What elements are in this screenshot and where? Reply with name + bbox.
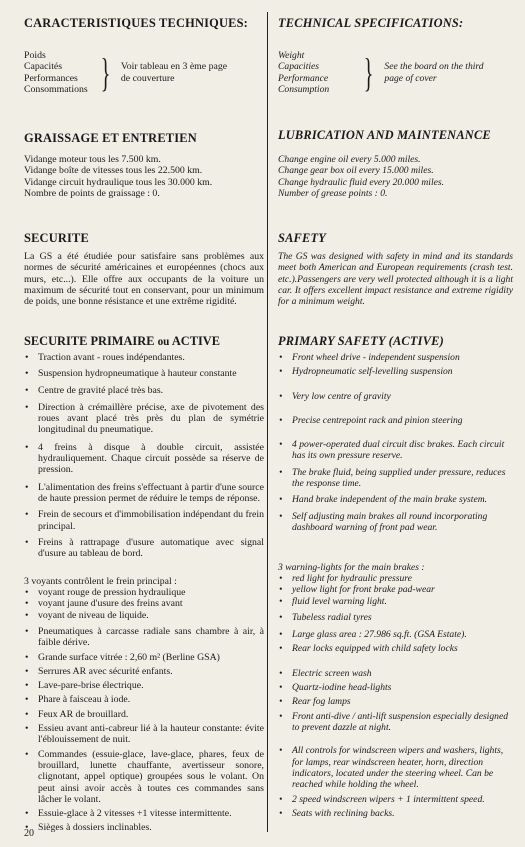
list-item: • Traction avant - roues indépendantes. xyxy=(24,352,264,363)
list-item: • Electric screen wash xyxy=(278,668,513,679)
lub-title-fr: GRAISSAGE ET ENTRETIEN xyxy=(24,131,197,145)
tech-title-fr: CARACTERISTIQUES TECHNIQUES: xyxy=(24,16,248,30)
list-item: • Rear fog lamps xyxy=(278,696,513,707)
list-item: • 4 freins à disque à double circuit, assistée hydrauliquement. Chaque circuit possède sa réserve de pression. xyxy=(24,442,264,476)
lub-line: Change hydraulic fluid every 20.000 miles. xyxy=(278,176,444,188)
voyants-intro-fr: 3 voyants contrôlent le frein principal : xyxy=(24,576,177,587)
tech-note-line: de couverture xyxy=(120,72,175,84)
list-item: • voyant jaune d'usure des freins avant xyxy=(24,598,264,609)
list-item: • Direction à crémaillère précise, axe de pivotement des roues avant placé très près du plan de symétrie longitudinal du pneumatique. xyxy=(24,402,264,436)
list-item: • Freins à rattrapage d'usure automatique avec signal d'usure au tableau de bord. xyxy=(24,537,264,560)
list-item: • voyant rouge de pression hydraulique xyxy=(24,587,264,598)
list-item: • Essieu avant anti-cabreur lié à la hauteur constante: évite l'éblouissement de nuit. xyxy=(24,723,264,746)
list-item: • Essuie-glace à 2 vitesses +1 vitesse intermittente. xyxy=(24,808,264,819)
list-item: • Front wheel drive - independent suspension xyxy=(278,352,513,363)
list-item: • Very low centre of gravity xyxy=(278,391,513,402)
list-item: • The brake fluid, being supplied under pressure, reduces the response time. xyxy=(278,467,513,490)
list-item: • Quartz-iodine head-lights xyxy=(278,682,513,693)
list-item: • Phare à faisceau à iode. xyxy=(24,694,264,705)
primary-title-en: PRIMARY SAFETY (ACTIVE) xyxy=(278,334,444,348)
list-item: • red light for hydraulic pressure xyxy=(278,573,513,584)
tech-note-fr xyxy=(121,61,227,84)
list-item: • 2 speed windscreen wipers + 1 intermittent speed. xyxy=(278,794,513,805)
safety-title-en: SAFETY xyxy=(278,231,327,245)
lub-lines-en xyxy=(278,154,513,199)
primary-title-active: ACTIVE xyxy=(171,334,221,348)
list-item: • Hand brake independent of the main brake system. xyxy=(278,494,513,505)
tech-item: Capacités xyxy=(24,61,63,73)
lub-line: Nombre de points de graissage : 0. xyxy=(24,187,160,199)
list-item: • yellow light for front brake pad-wear xyxy=(278,584,513,595)
primary-list-en xyxy=(278,352,513,533)
safety-text-fr: La GS a été étudiée pour satisfaire sans problèmes aux normes de sécurité américaines et européennes (chocs aux murs, etc...). Elle offre aux occupants de la voiture un maximum de sécurité tout en conservant, pour un minimum de poids, une bonne résistance et une extrême rigidité. xyxy=(24,251,264,308)
list-item: • Pneumatiques à carcasse radiale sans chambre à air, à faible dérive. xyxy=(24,626,264,649)
tech-note-en xyxy=(384,61,483,84)
brace-icon: } xyxy=(100,49,111,95)
warn-intro-en: 3 warning-lights for the main brakes : xyxy=(278,562,425,573)
list-item: • Suspension hydropneumatique à hauteur constante xyxy=(24,368,264,379)
equipment-list-en xyxy=(278,612,513,819)
brace-icon: } xyxy=(363,49,374,95)
list-item: • Front anti-dive / anti-lift suspension especially designed to prevent dazzle at night. xyxy=(278,711,513,734)
list-item: • Large glass area : 27.986 sq.ft. (GSA Estate). xyxy=(278,629,513,640)
tech-items-fr xyxy=(24,50,88,95)
tech-item: Consommations xyxy=(24,83,88,95)
lub-line: Vidange boîte de vitesses tous les 22.500 km. xyxy=(24,165,203,177)
safety-title-fr: SECURITE xyxy=(24,231,89,245)
tech-item: Performance xyxy=(278,72,329,84)
list-item: • Commandes (essuie-glace, lave-glace, phares, feux de brouillard, lunette chauffante, avertisseur sonore, clignotant, appel optique) groupées sous le volant. On peut ainsi avoir accès à toutes ces commandes sans lâcher le volant. xyxy=(24,749,264,805)
list-item: • All controls for windscreen wipers and washers, lights, for lamps, rear windscreen heater, horn, direction indicators, located under the steering wheel. Can be reached while holding the wheel. xyxy=(278,745,513,790)
lub-title-en: LUBRICATION AND MAINTENANCE xyxy=(278,128,491,142)
tech-note-line: See the board on the third xyxy=(384,61,484,73)
lub-line: Number of grease points : 0. xyxy=(278,187,388,199)
list-item: • 4 power-operated dual circuit disc brakes. Each circuit has its own pressure reserve. xyxy=(278,439,513,462)
tech-item: Poids xyxy=(24,50,46,61)
tech-block-en xyxy=(278,50,513,95)
tech-item: Performances xyxy=(24,72,78,84)
list-item: • L'alimentation des freins s'effectuant à partir d'une source de haute pression permet de réduire le temps de réponse. xyxy=(24,482,264,505)
list-item: • Self adjusting main brakes all round incorporating dashboard warning of front pad wear. xyxy=(278,511,513,534)
column-divider xyxy=(267,12,268,832)
voyants-list-fr xyxy=(24,587,264,621)
lub-line: Vidange moteur tous les 7.500 km. xyxy=(24,154,161,165)
lub-line: Change engine oil every 5.000 miles. xyxy=(278,154,421,165)
list-item: • Frein de secours et d'immobilisation indépendant du frein principal. xyxy=(24,509,264,532)
list-item: • Tubeless radial tyres xyxy=(278,612,513,623)
tech-items-en xyxy=(278,50,329,95)
equipment-list-fr xyxy=(24,626,264,834)
primary-title-fr xyxy=(24,334,264,349)
lub-line: Change gear box oil every 15.000 miles. xyxy=(278,165,434,177)
list-item: • Lave-pare-brise électrique. xyxy=(24,680,264,691)
tech-item: Capacities xyxy=(278,61,320,73)
list-item: • Centre de gravité placé très bas. xyxy=(24,385,264,396)
warn-list-en xyxy=(278,573,513,607)
lub-lines-fr xyxy=(24,154,264,199)
list-item: • Feux AR de brouillard. xyxy=(24,709,264,720)
tech-note-line: Voir tableau en 3 ème page xyxy=(120,61,228,73)
list-item: • Rear locks equipped with child safety locks xyxy=(278,643,513,654)
list-item: • Hydropneumatic self-levelling suspension xyxy=(278,366,513,377)
list-item: • Grande surface vitrée : 2,60 m² (Berline GSA) xyxy=(24,652,264,663)
list-item: • fluid level warning light. xyxy=(278,596,513,607)
primary-title-ou: ou xyxy=(157,336,170,348)
list-item: • Precise centrepoint rack and pinion steering xyxy=(278,415,513,426)
list-item: • Seats with reclining backs. xyxy=(278,808,513,819)
safety-text-en: The GS was designed with safety in mind and its standards meet both American and European requirements (crash test. etc.).Passengers are very well protected although it is a light car. It offers excellent impact resistance and extreme rigidity for a minimum weight. xyxy=(278,251,513,308)
tech-note-line: page of cover xyxy=(384,72,437,84)
primary-title-text: SECURITE PRIMAIRE xyxy=(24,334,155,348)
page-number: 20 xyxy=(24,828,34,839)
list-item: • Serrures AR avec sécurité enfants. xyxy=(24,666,264,677)
list-item: • Sièges à dossiers inclinables. xyxy=(24,822,264,833)
tech-title-en: TECHNICAL SPECIFICATIONS: xyxy=(278,16,464,30)
list-item: • voyant de niveau de liquide. xyxy=(24,610,264,621)
tech-item: Weight xyxy=(278,50,305,61)
lub-line: Vidange circuit hydraulique tous les 30.000 km. xyxy=(24,176,213,188)
tech-block-fr xyxy=(24,50,264,95)
primary-list-fr xyxy=(24,352,264,559)
tech-item: Consumption xyxy=(278,83,330,95)
